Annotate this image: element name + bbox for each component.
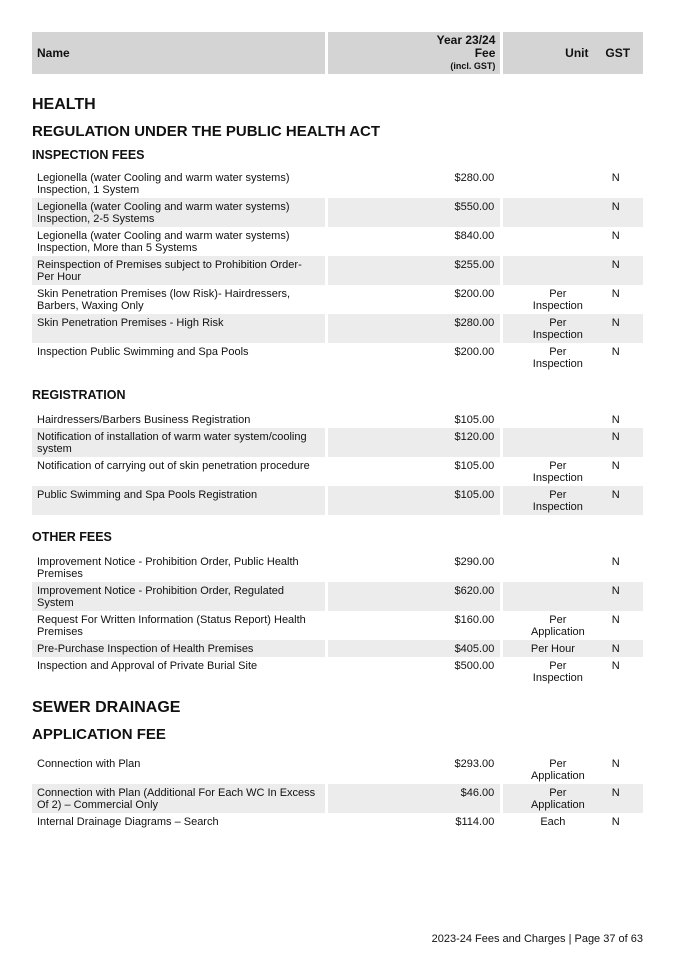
row-fee: $46.00 [328,784,500,813]
row-unit: Per Application [530,758,585,782]
row-fee: $500.00 [454,660,495,672]
row-unit [503,582,592,611]
row-gst: N [611,614,620,626]
row-gst: N [592,640,643,657]
row-fee: $255.00 [328,256,500,285]
row-unit: Per Inspection [503,486,592,515]
table-row [32,428,643,457]
group-title-other-fees: OTHER FEES [32,530,112,544]
table-row [32,169,643,198]
subsection-title-application-fee: APPLICATION FEE [32,726,166,743]
row-gst: N [611,288,620,300]
row-unit: Per Inspection [532,660,583,684]
row-gst: N [611,556,620,568]
registration-table [32,411,643,515]
row-gst: N [611,172,620,184]
row-name: Request For Written Information (Status Report) Health Premises [37,614,306,638]
row-unit: Per Application [503,784,592,813]
row-name: Hairdressers/Barbers Business Registration [37,414,251,426]
subsection-title-public-health-act: REGULATION UNDER THE PUBLIC HEALTH ACT [32,123,381,140]
row-name: Skin Penetration Premises - High Risk [32,314,325,343]
row-unit [503,553,592,582]
row-unit: Per Inspection [532,460,583,484]
row-fee: $840.00 [454,230,495,242]
row-gst: N [592,256,643,285]
row-gst: N [611,758,620,770]
row-fee: $280.00 [328,314,500,343]
table-row [32,755,643,784]
row-fee: $293.00 [454,758,495,770]
row-name: Legionella (water Cooling and warm water systems) Inspection, More than 5 Systems [37,230,290,254]
row-name: Inspection and Approval of Private Burial Site [37,660,258,672]
row-name: Internal Drainage Diagrams – Search [37,816,219,828]
row-unit: Per Inspection [503,314,592,343]
row-fee: $105.00 [454,460,495,472]
header-fee-note: (incl. GST) [450,60,496,71]
row-unit: Each [540,816,566,828]
row-name: Notification of installation of warm water system/cooling system [32,428,325,457]
row-gst: N [592,582,643,611]
header-fee-year: Year 23/24 [436,32,496,47]
table-row [32,314,643,343]
row-unit: Per Inspection [532,288,583,312]
other-fees-table [32,553,643,686]
table-row [32,582,643,611]
row-fee: $160.00 [454,614,495,626]
table-row [32,784,643,813]
row-fee: $120.00 [328,428,500,457]
row-unit [503,227,592,256]
section-title-sewer-drainage: SEWER DRAINAGE [32,699,181,716]
header-fee-label: Fee [474,45,496,60]
table-row [32,227,643,256]
row-unit [503,411,592,428]
row-gst: N [611,460,620,472]
row-unit [503,428,592,457]
row-unit: Per Application [530,614,585,638]
row-fee: $200.00 [454,346,495,358]
table-row [32,198,643,227]
row-name: Connection with Plan (Additional For Each WC In Excess Of 2) – Commercial Only [32,784,325,813]
page-footer: 2023-24 Fees and Charges | Page 37 of 63 [431,933,643,945]
header-gst: GST [593,32,644,74]
table-row [32,486,643,515]
row-fee: $620.00 [328,582,500,611]
row-gst: N [592,428,643,457]
row-unit [503,169,592,198]
row-gst: N [611,230,620,242]
row-unit [503,256,592,285]
header-unit: Unit [503,32,592,74]
row-unit [503,198,592,227]
row-fee: $280.00 [454,172,495,184]
row-unit: Per Hour [503,640,592,657]
header-fee [328,32,500,74]
table-row [32,343,643,372]
row-fee: $105.00 [328,486,500,515]
group-title-inspection-fees: INSPECTION FEES [32,148,145,162]
table-header [32,32,643,74]
row-name: Reinspection of Premises subject to Prohibition Order- Per Hour [32,256,325,285]
table-row [32,411,643,428]
table-row [32,813,643,830]
row-name: Pre-Purchase Inspection of Health Premises [32,640,325,657]
row-gst: N [592,314,643,343]
table-row [32,285,643,314]
row-fee: $405.00 [328,640,500,657]
row-fee: $200.00 [454,288,495,300]
row-fee: $290.00 [454,556,495,568]
row-name: Skin Penetration Premises (low Risk)- Hairdressers, Barbers, Waxing Only [37,288,291,312]
row-gst: N [592,784,643,813]
inspection-fees-table [32,169,643,372]
table-row [32,553,643,582]
application-fee-table [32,755,643,830]
row-name: Connection with Plan [37,758,141,770]
row-fee: $114.00 [455,816,495,828]
row-gst: N [592,486,643,515]
group-title-registration: REGISTRATION [32,388,126,402]
table-row [32,457,643,486]
row-name: Improvement Notice - Prohibition Order, Public Health Premises [37,556,299,580]
table-row [32,657,643,686]
section-title-health: HEALTH [32,96,96,113]
row-gst: N [611,346,620,358]
row-name: Public Swimming and Spa Pools Registration [32,486,325,515]
row-fee: $105.00 [454,414,495,426]
table-row [32,611,643,640]
row-gst: N [592,198,643,227]
fee-schedule-page [32,32,643,830]
row-name: Improvement Notice - Prohibition Order, Regulated System [32,582,325,611]
row-name: Notification of carrying out of skin penetration procedure [37,460,310,472]
row-gst: N [611,414,620,426]
row-fee: $550.00 [328,198,500,227]
row-name: Legionella (water Cooling and warm water systems) Inspection, 2-5 Systems [32,198,325,227]
row-name: Inspection Public Swimming and Spa Pools [37,346,249,358]
header-name: Name [32,32,325,74]
row-gst: N [611,816,620,828]
table-row [32,256,643,285]
row-unit: Per Inspection [532,346,583,370]
table-row [32,640,643,657]
row-name: Legionella (water Cooling and warm water systems) Inspection, 1 System [37,172,290,196]
row-gst: N [611,660,620,672]
